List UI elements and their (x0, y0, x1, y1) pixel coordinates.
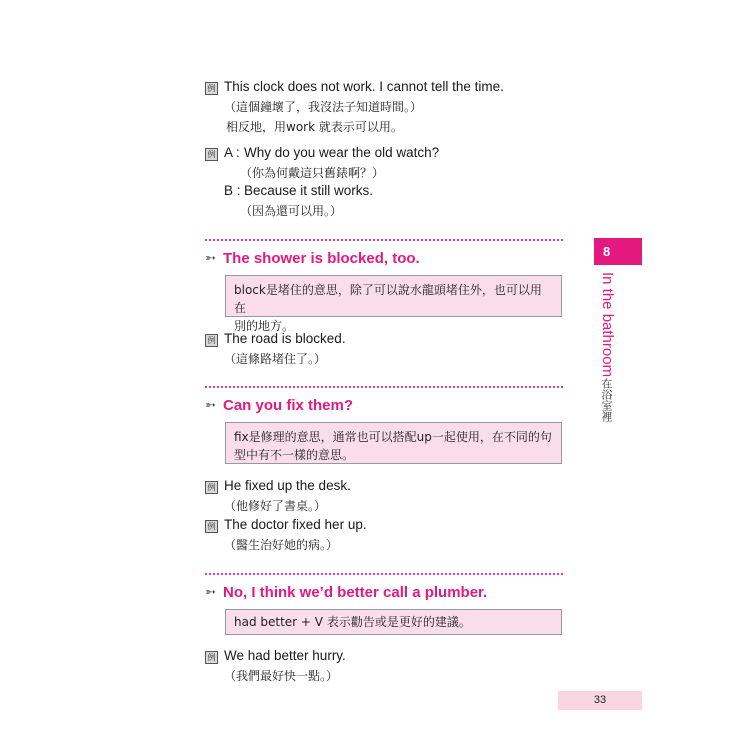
explanation-line: block是堵住的意思，除了可以說水龍頭堵住外，也可以用在 (234, 283, 542, 315)
section-divider (205, 386, 563, 388)
example-icon: 例 (205, 520, 218, 533)
example-icon: 例 (205, 148, 218, 161)
explanation-line: 別的地方。 (234, 319, 295, 333)
explanation-box (225, 275, 562, 333)
explanation-line: had better + V 表示勸告或是更好的建議。 (234, 615, 471, 629)
dialog-b-label: B : (224, 183, 241, 198)
dialog-a-translation: （你為何戴這只舊錶啊？） (240, 166, 385, 180)
section-heading: Can you fix them? (223, 397, 354, 414)
heading-arrow-icon: ➳ (205, 251, 216, 266)
page-number: 33 (558, 691, 642, 710)
section-heading: The shower is blocked, too. (223, 250, 420, 267)
dialog-a-label: A : (224, 145, 240, 160)
example-icon: 例 (205, 651, 218, 664)
example-translation: （醫生治好她的病。） (224, 538, 339, 552)
dialog-a-sentence: Why do you wear the old watch? (244, 145, 440, 160)
section-heading: No, I think we’d better call a plumber. (223, 584, 488, 601)
example-sentence: The road is blocked. (224, 331, 346, 346)
example-sentence: He fixed up the desk. (224, 478, 351, 493)
explanation-line: fix是修理的意思，通常也可以搭配up一起使用，在不同的句 (234, 430, 552, 444)
example-translation: （他修好了書桌。） (224, 499, 327, 513)
example-icon: 例 (205, 82, 218, 95)
example-icon: 例 (205, 481, 218, 494)
heading-arrow-icon: ➳ (205, 398, 216, 413)
explanation-line: 型中有不一樣的意思。 (234, 448, 355, 462)
example-sentence: We had better hurry. (224, 648, 346, 663)
example-translation: （這條路堵住了。） (224, 352, 327, 366)
example-icon: 例 (205, 334, 218, 347)
example-sentence: This clock does not work. I cannot tell the time. (224, 79, 504, 94)
chapter-number-tab: 8 (594, 238, 642, 265)
dialog-b-sentence: Because it still works. (244, 183, 374, 198)
explanation-box (225, 609, 562, 635)
chapter-title-zh: 在浴室裡 (600, 378, 613, 422)
explanation-box (225, 422, 562, 464)
example-translation: （我們最好快一點。） (224, 669, 339, 683)
heading-arrow-icon: ➳ (205, 585, 216, 600)
example-sentence: The doctor fixed her up. (224, 517, 367, 532)
example-translation: （這個鐘壞了，我沒法子知道時間。） (224, 100, 423, 114)
section-divider (205, 573, 563, 575)
example-note: 相反地，用work 就表示可以用。 (226, 120, 403, 134)
section-divider (205, 239, 563, 241)
dialog-b-translation: （因為還可以用。） (240, 204, 343, 218)
chapter-title: In the bathroom (599, 272, 616, 378)
